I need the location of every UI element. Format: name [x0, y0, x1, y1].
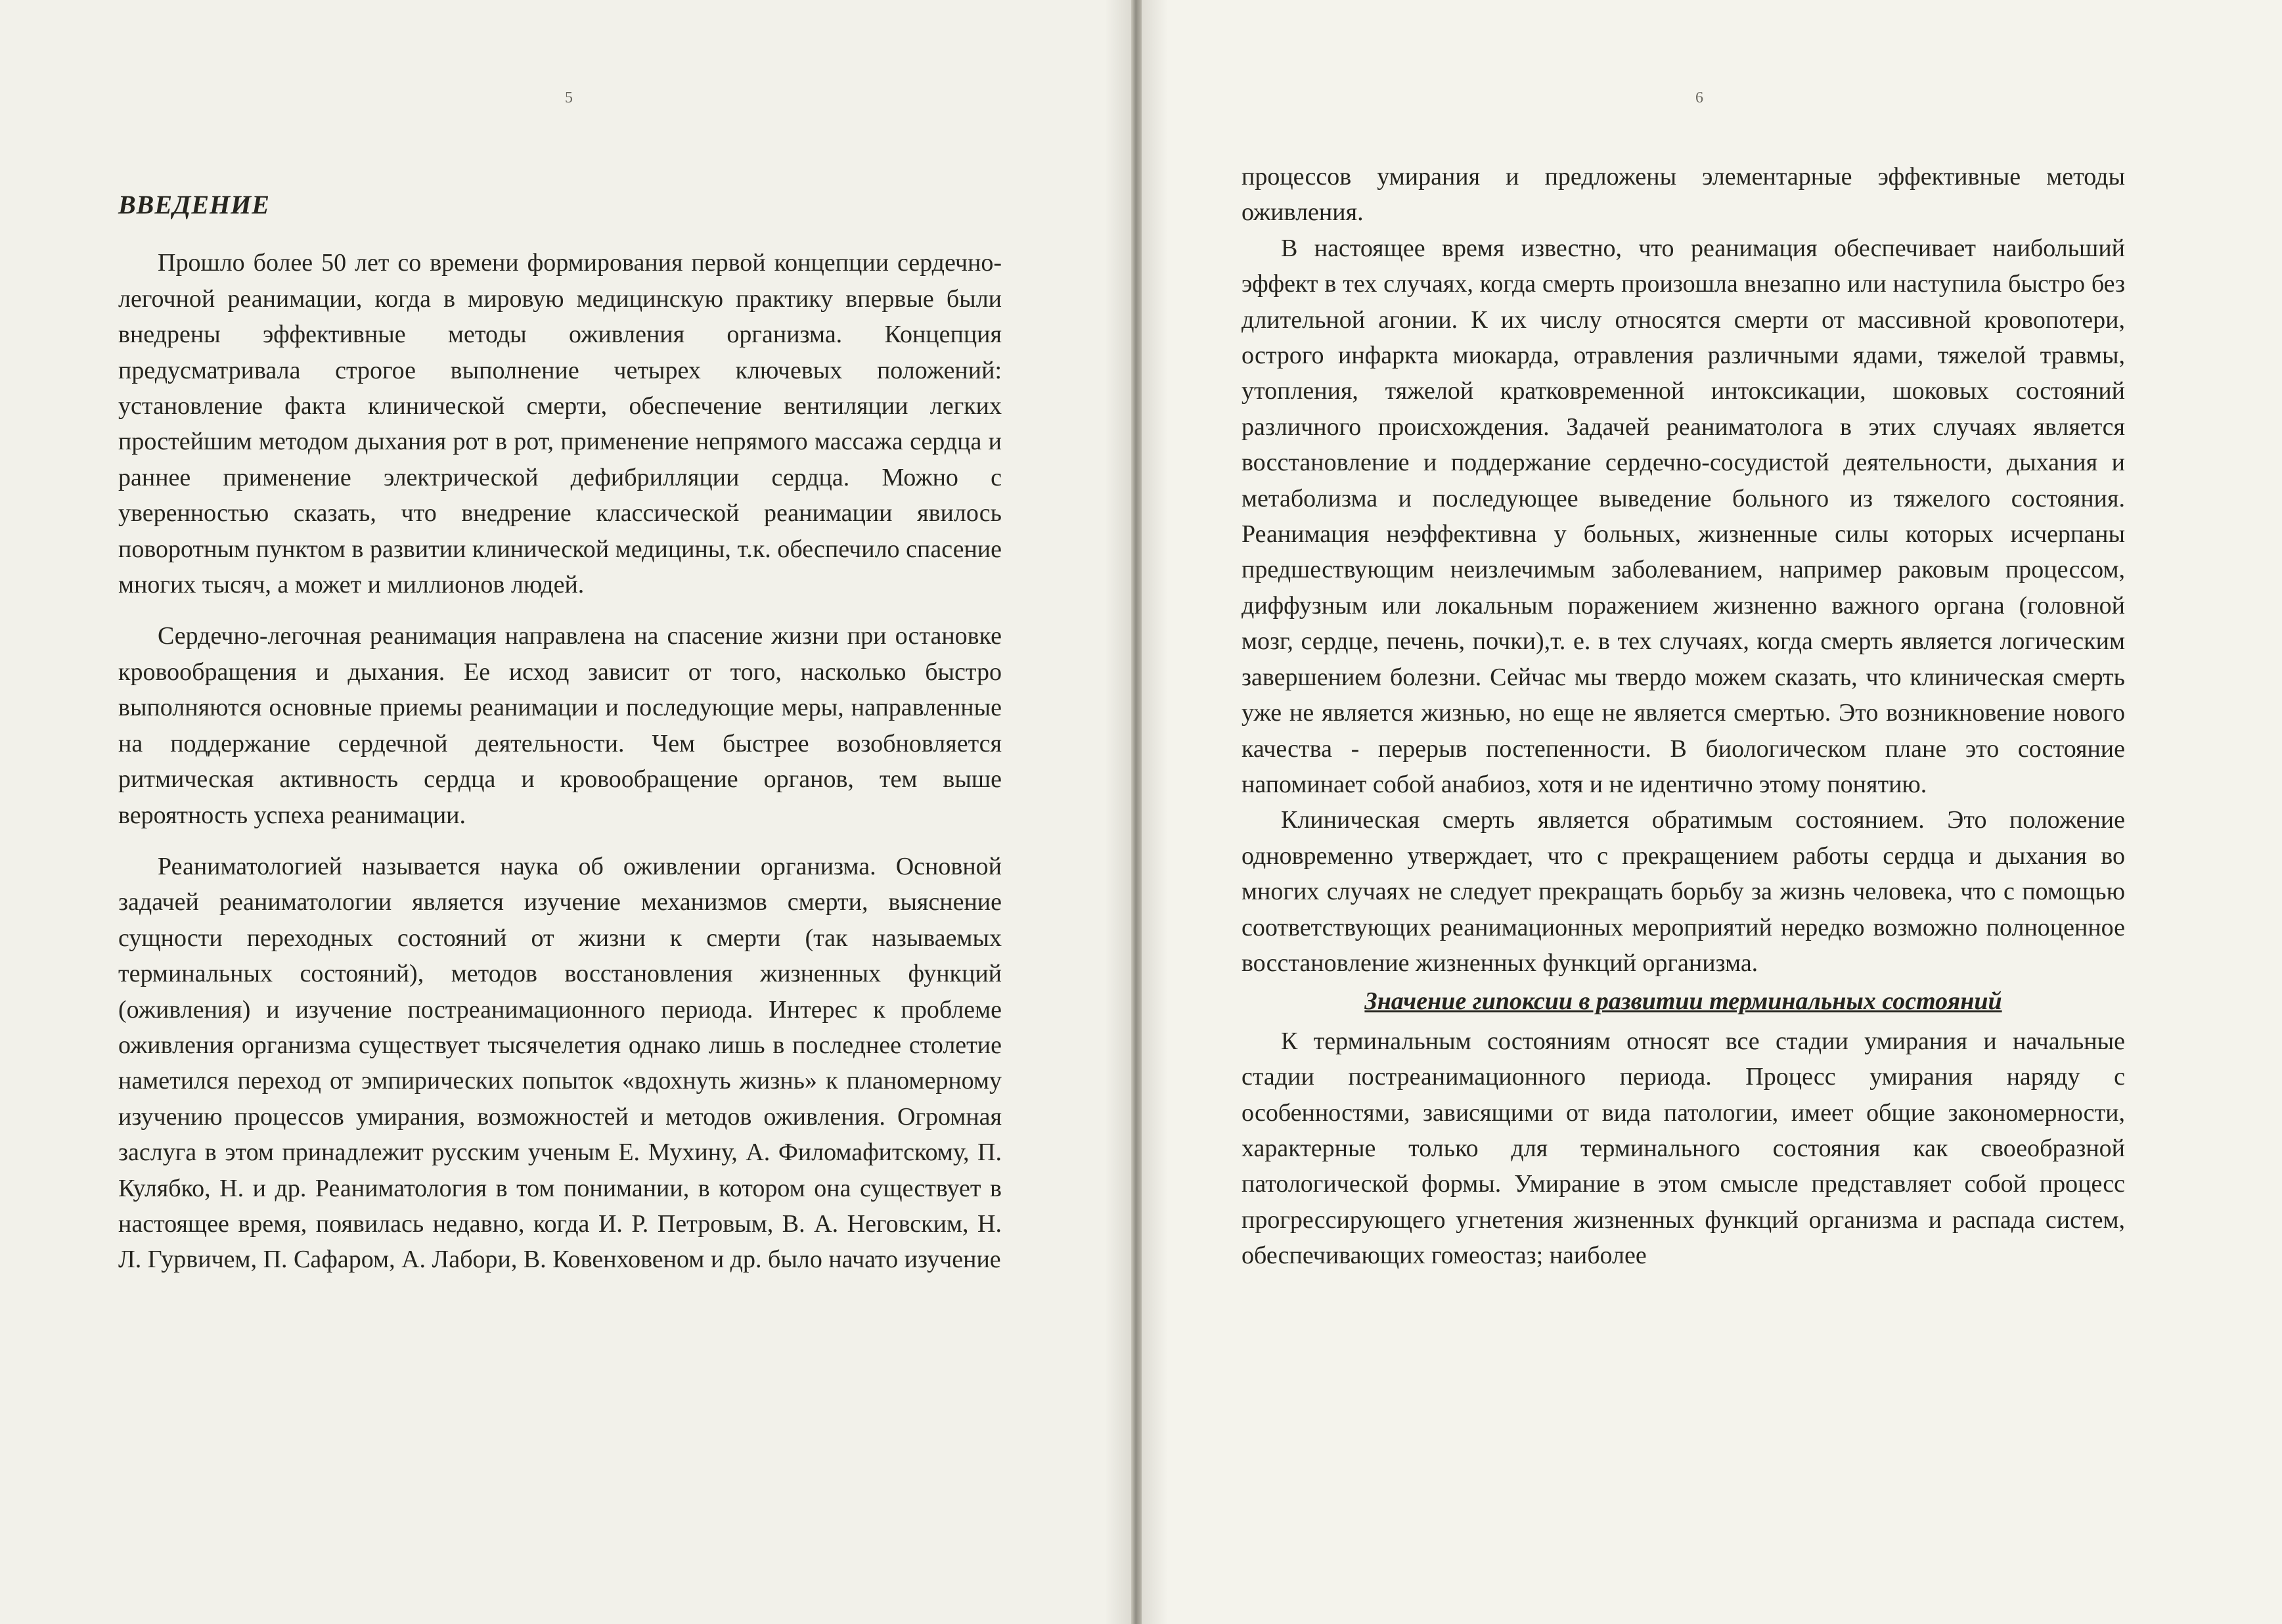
- paragraph-2: Сердечно-легочная реанимация направлена на спасение жизни при остановке кровообращения и дыхания. Ее исход зависит от того, насколько быстро выполняются основные приемы реанимации и последующие меры, направленные на поддержание сердечной деятельности. Чем быстрее возобновляется ритмическая активность сердца и кровообращение органов, тем выше вероятность успеха реанимации.: [118, 622, 1002, 829]
- paragraph-1: Прошло более 50 лет со времени формирования первой концепции сердечно-легочной реанимации, когда в мировую медицинскую практику впервые были внедрены эффективные методы оживления организма. Концепция предусматривала строгое выполнение четырех ключевых положений: установление факта клинической смерти, обеспечение вентиляции легких простейшим методом дыхания рот в рот, применение непрямого массажа сердца и раннее применение электрической дефибрилляции сердца. Можно с уверенностью сказать, что внедрение классической реанимации явилось поворотным пунктом в развитии клинической медицины, т.к. обеспечило спасение многих тысяч, а может и миллионов людей.: [118, 249, 1002, 599]
- paragraph-5: Клиническая смерть является обратимым состоянием. Это положение одновременно утверждает, что с прекращением работы сердца и дыхания во многих случаях не следует прекращать борьбу за жизнь человека, что с помощью соответствующих реанимационных мероприятий нередко возможно полноценное восстановление жизненных функций организма.: [1242, 806, 2125, 977]
- left-page-gutter-shadow: [1105, 0, 1131, 1624]
- paragraph-4: В настоящее время известно, что реанимация обеспечивает наибольший эффект в тех случаях, когда смерть произошла внезапно или наступила быстро без длительной агонии. К их числу относятся смерти от массивной кровопотери, острого инфаркта миокарда, отравления различными ядами, тяжелой травмы, утопления, тяжелой кратковременной интоксикации, шоковых состояний различного происхождения. Задачей реаниматолога в этих случаях является восстановление и поддержание сердечно-сосудистой деятельности, дыхания и метаболизма и последующее выведение больного из тяжелого состояния. Реанимация неэффективна у больных, жизненные силы которых исчерпаны предшествующим неизлечимым заболеванием, например раковым процессом, диффузным или локальным поражением жизненно важного органа (головной мозг, сердце, печень, почки),т. е. в тех случаях, когда смерть является логическим завершением болезни. Сейчас мы твердо можем сказать, что клиническая смерть уже не является жизнью, но еще не является смертью. Это возникновение нового качества - перерыв постепенности. В биологическом плане это состояние напоминает собой анабиоз, хотя и не идентично этому понятию.: [1242, 234, 2125, 798]
- left-page-number: 5: [565, 89, 573, 106]
- right-page: [1142, 0, 2282, 1624]
- left-page: [0, 0, 1131, 1624]
- right-page-gutter-shadow: [1142, 0, 1168, 1624]
- book-spine: [1131, 0, 1142, 1624]
- paragraph-3: Реаниматологией называется наука об оживлении организма. Основной задачей реаниматологии является изучение механизмов смерти, выяснение сущности переходных состояний от жизни к смерти (так называемых терминальных состояний), методов восстановления жизненных функций (оживления) и изучение постреанимационного периода. Интерес к проблеме оживления организма существует тысячелетия однако лишь в последнее столетие наметился переход от эмпирических попыток «вдохнуть жизнь» к планомерному изучению процессов умирания, возможностей и методов оживления. Огромная заслуга в этом принадлежит русским ученым Е. Мухину, А. Филомафитскому, П. Кулябко, Н. и др. Реаниматология в том понимании, в котором она существует в настоящее время, появилась недавно, когда И. Р. Петровым, В. А. Неговским, Н. Л. Гурвичем, П. Сафаром, А. Лабори, В. Ковенховеном и др. было начато изучение: [118, 852, 1002, 1274]
- right-page-number: 6: [1695, 89, 1703, 106]
- chapter-heading: ВВЕДЕНИЕ: [118, 190, 270, 219]
- continued-paragraph: процессов умирания и предложены элементарные эффективные методы оживления.: [1242, 163, 2125, 227]
- left-page-text: [118, 187, 1002, 1294]
- right-page-text: [1242, 159, 2125, 1290]
- paragraph-6: К терминальным состояниям относят все стадии умирания и начальные стадии постреанимационного периода. Процесс умирания наряду с особенностями, зависящими от вида патологии, имеет общие закономерности, характерные только для терминального состояния как своеобразной патологической формы. Умирание в этом смысле представляет собой процесс прогрессирующего угнетения жизненных функций организма и распада систем, обеспечивающих гомеостаз; наиболее: [1242, 1027, 2125, 1270]
- section-subheading: Значение гипоксии в развитии терминальных состояний: [1364, 987, 2002, 1016]
